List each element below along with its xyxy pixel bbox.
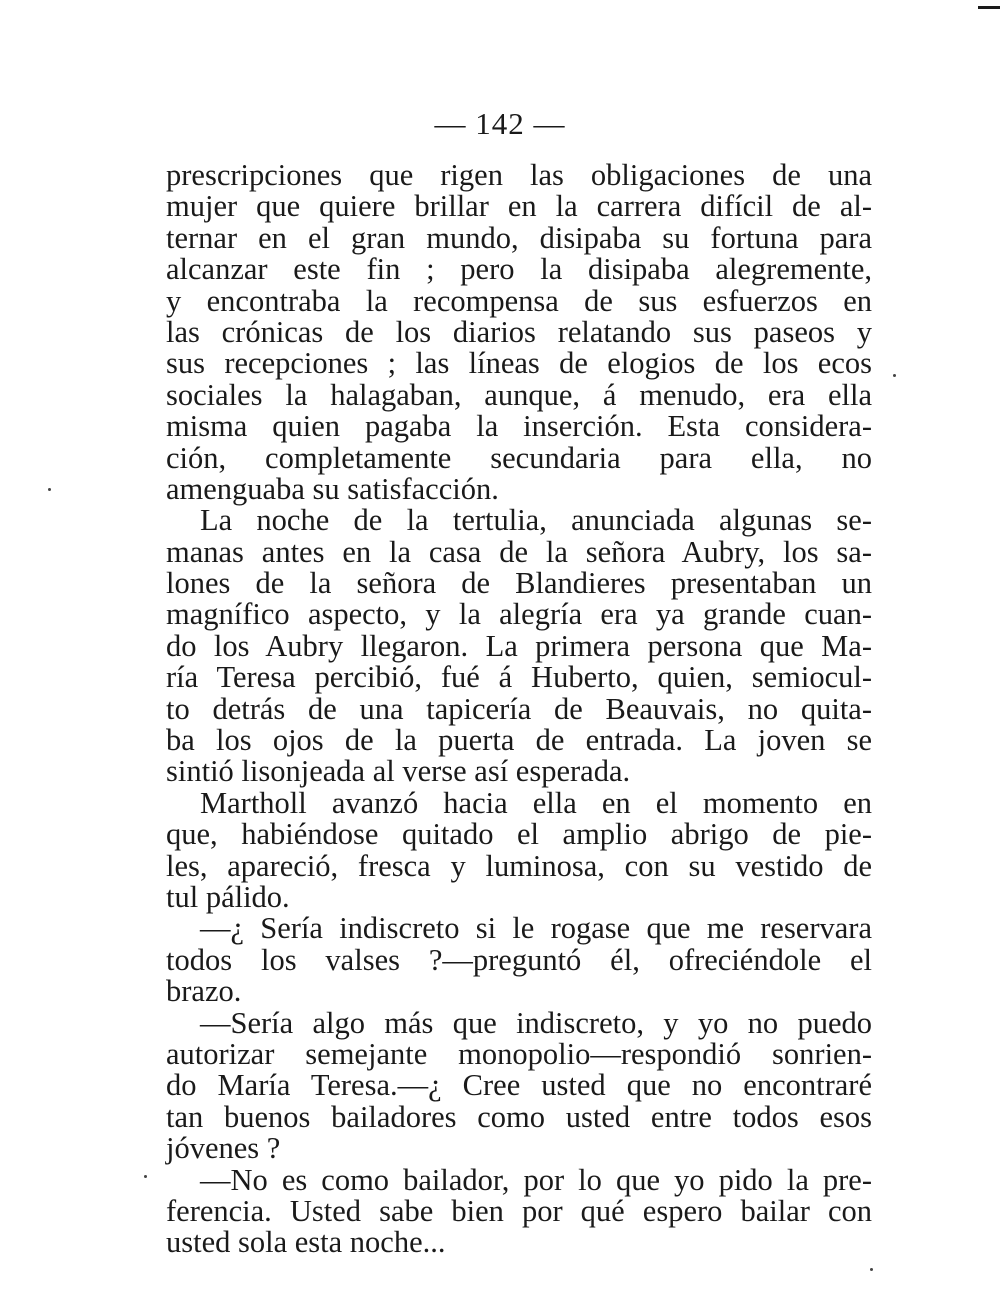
text-line: brazo.	[166, 974, 242, 1009]
text-line: ción, completamente secundaria para ella, no	[166, 440, 872, 475]
text-line: jóvenes ?	[166, 1131, 281, 1166]
paper-speck	[870, 1268, 873, 1271]
text-line: usted sola esta noche...	[166, 1225, 446, 1260]
paper-speck	[893, 374, 896, 377]
text-line: —No es como bailador, por lo que yo pido la pre-	[200, 1162, 872, 1197]
text-line: tan buenos bailadores como usted entre todos esos	[166, 1099, 872, 1134]
text-line: ría Teresa percibió, fué á Huberto, quien, semiocul-	[166, 660, 872, 695]
text-line: —¿ Sería indiscreto si le rogase que me reservara	[200, 911, 872, 946]
text-line: sintió lisonjeada al verse así esperada.	[166, 754, 631, 789]
edge-mark	[978, 6, 1000, 9]
text-line: to detrás de una tapicería de Beauvais, no quita-	[166, 691, 872, 726]
text-line: —Sería algo más que indiscreto, y yo no puedo	[200, 1005, 872, 1040]
text-line: do los Aubry llegaron. La primera persona que Ma-	[166, 628, 872, 663]
page-number: — 142 —	[434, 106, 566, 141]
text-line: lones de la señora de Blandieres presentaban un	[166, 566, 872, 601]
text-line: sus recepciones ; las líneas de elogios de los ecos	[166, 346, 872, 381]
text-line: Martholl avanzó hacia ella en el momento en	[200, 785, 872, 820]
text-line: todos los valses ?—preguntó él, ofreciéndole el	[166, 942, 872, 977]
text-line: las crónicas de los diarios relatando sus paseos y	[166, 314, 872, 349]
text-line: ferencia. Usted sabe bien por qué espero bailar con	[166, 1193, 872, 1228]
text-line: que, habiéndose quitado el amplio abrigo de pie-	[166, 817, 872, 852]
text-line: prescripciones que rigen las obligaciones de una	[166, 158, 872, 192]
text-line: magnífico aspecto, y la alegría era ya grande cuan-	[166, 597, 872, 632]
text-line: amenguaba su satisfacción.	[166, 471, 499, 506]
paper-speck	[144, 1175, 147, 1178]
paper-speck	[48, 488, 51, 491]
text-line: mujer que quiere brillar en la carrera difícil de al-	[166, 189, 872, 224]
text-line: manas antes en la casa de la señora Aubry, los sa-	[166, 534, 872, 569]
text-line: ternar en el gran mundo, disipaba su fortuna para	[166, 220, 872, 255]
text-line: do María Teresa.—¿ Cree usted que no encontraré	[166, 1068, 872, 1103]
text-line: y encontraba la recompensa de sus esfuerzos en	[166, 283, 872, 318]
text-line: La noche de la tertulia, anunciada algunas se-	[200, 503, 872, 538]
text-line: sociales la halagaban, aunque, á menudo, era ella	[166, 377, 872, 412]
text-line: autorizar semejante monopolio—respondió sonrien-	[166, 1036, 872, 1071]
body-text	[166, 160, 872, 1259]
text-line: misma quien pagaba la inserción. Esta considera-	[166, 409, 872, 444]
text-line: alcanzar este fin ; pero la disipaba alegremente,	[166, 252, 872, 287]
text-line: tul pálido.	[166, 879, 290, 914]
text-line: les, apareció, fresca y luminosa, con su vestido de	[166, 848, 872, 883]
text-line: ba los ojos de la puerta de entrada. La joven se	[166, 723, 872, 758]
